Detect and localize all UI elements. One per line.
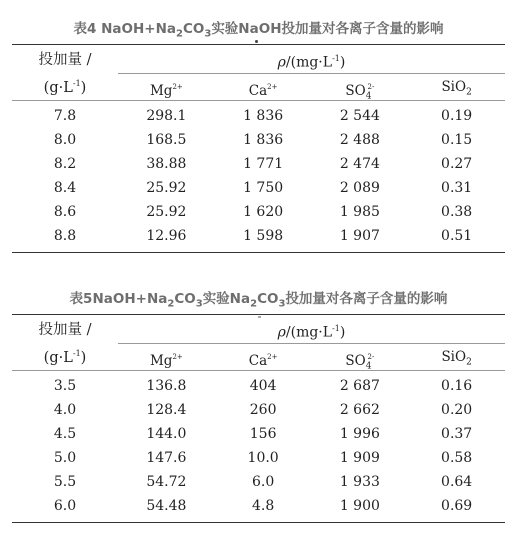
value-cell: 0.64: [441, 474, 473, 490]
value-cell: 1 620: [243, 204, 284, 220]
value-cell: 0.38: [441, 204, 473, 220]
table-row: [12, 128, 505, 152]
value-cell: 0.37: [441, 426, 473, 442]
stray-mark: [258, 316, 261, 318]
table-header: [12, 45, 505, 100]
value-cell: 260: [249, 402, 277, 418]
dosage-cell: 4.5: [53, 426, 77, 442]
value-cell: 1 985: [339, 204, 380, 220]
dosage-cell: 8.2: [53, 156, 77, 172]
value-cell: 0.51: [441, 228, 473, 244]
value-cell: 25.92: [146, 180, 187, 196]
dosage-cell: 4.0: [53, 402, 77, 418]
stub-header: 投加量 / $(g\cdot L^{-1})$: [38, 322, 92, 366]
spanner-header: $\rho/(mg\cdot L^{-1})$: [277, 324, 346, 341]
value-cell: 25.92: [146, 204, 187, 220]
value-cell: 1 750: [243, 180, 284, 196]
table-row: [12, 200, 505, 224]
table-caption: 表$5NaOH+Na_2CO_3$实验$Na_2CO_3$投加量对各离子含量的影响: [69, 291, 448, 310]
value-cell: 1 598: [243, 228, 284, 244]
value-cell: 1 836: [243, 132, 284, 148]
table-body: [12, 371, 505, 522]
value-cell: 144.0: [146, 426, 187, 442]
table-row: [12, 422, 505, 446]
table-row: [12, 470, 505, 494]
value-cell: 1 933: [339, 474, 380, 490]
value-cell: 1 996: [339, 426, 380, 442]
value-cell: 0.58: [441, 450, 473, 466]
dosage-cell: 5.0: [53, 450, 77, 466]
value-cell: 4.8: [251, 498, 275, 514]
value-cell: 1 907: [339, 228, 380, 244]
value-cell: 404: [249, 378, 277, 394]
col-mg: $Mg^{2+}$: [149, 83, 183, 99]
value-cell: 54.72: [146, 474, 187, 490]
value-cell: 0.16: [441, 378, 473, 394]
dosage-cell: 3.5: [53, 378, 77, 394]
dosage-cell: 7.8: [53, 108, 77, 124]
table-body: [12, 101, 505, 252]
col-mg: $Mg^{2+}$: [149, 353, 183, 369]
value-cell: 128.4: [146, 402, 187, 418]
value-cell: 2 474: [339, 156, 380, 172]
value-cell: 0.15: [441, 132, 473, 148]
bottom-rule: [12, 522, 505, 523]
table-row: [12, 398, 505, 422]
table-row: [12, 494, 505, 518]
table-header: [12, 315, 505, 370]
dosage-cell: 8.4: [53, 180, 77, 196]
value-cell: 2 544: [339, 108, 380, 124]
value-cell: 168.5: [146, 132, 187, 148]
dosage-cell: 8.6: [53, 204, 77, 220]
col-sio2: SiO$_2$: [441, 349, 472, 368]
col-ca: $Ca^{2+}$: [248, 83, 278, 99]
table-4: [12, 0, 505, 253]
table-row: [12, 152, 505, 176]
value-cell: 1 900: [339, 498, 380, 514]
dosage-cell: 8.0: [53, 132, 77, 148]
stray-dot: [255, 40, 258, 43]
value-cell: 0.69: [441, 498, 473, 514]
dosage-cell: 5.5: [53, 474, 77, 490]
value-cell: 147.6: [146, 450, 187, 466]
value-cell: 12.96: [146, 228, 187, 244]
column-headers: [118, 344, 505, 370]
value-cell: 1 836: [243, 108, 284, 124]
value-cell: 2 488: [339, 132, 380, 148]
table-row: [12, 104, 505, 128]
value-cell: 6.0: [251, 474, 275, 490]
dosage-cell: 6.0: [53, 498, 77, 514]
value-cell: 54.48: [146, 498, 187, 514]
value-cell: 2 089: [339, 180, 380, 196]
table-row: [12, 374, 505, 398]
col-so4: $SO_4^{2-}$: [345, 83, 375, 102]
value-cell: 0.31: [441, 180, 473, 196]
col-sio2: SiO$_2$: [441, 79, 472, 98]
value-cell: 156: [249, 426, 277, 442]
value-cell: 298.1: [146, 108, 187, 124]
value-cell: 0.19: [441, 108, 473, 124]
value-cell: 1 771: [243, 156, 284, 172]
col-ca: $Ca^{2+}$: [248, 353, 278, 369]
dosage-cell: 8.8: [53, 228, 77, 244]
stub-header: 投加量 / $(g\cdot L^{-1})$: [38, 52, 92, 96]
bottom-rule: [12, 252, 505, 253]
value-cell: 10.0: [247, 450, 279, 466]
spanner-header: $\rho/(mg\cdot L^{-1})$: [277, 54, 346, 71]
value-cell: 38.88: [146, 156, 187, 172]
table-row: [12, 446, 505, 470]
table-5: [12, 282, 505, 523]
value-cell: 0.27: [441, 156, 473, 172]
value-cell: 2 662: [339, 402, 380, 418]
table-row: [12, 176, 505, 200]
value-cell: 1 909: [339, 450, 380, 466]
value-cell: 2 687: [339, 378, 380, 394]
column-headers: [118, 74, 505, 100]
col-so4: $SO_4^{2-}$: [345, 353, 375, 372]
value-cell: 0.20: [441, 402, 473, 418]
table-caption: 表4 $NaOH+Na_2CO_3$实验NaOH投加量对各离子含量的影响: [73, 21, 444, 40]
value-cell: 136.8: [146, 378, 187, 394]
table-row: [12, 224, 505, 248]
